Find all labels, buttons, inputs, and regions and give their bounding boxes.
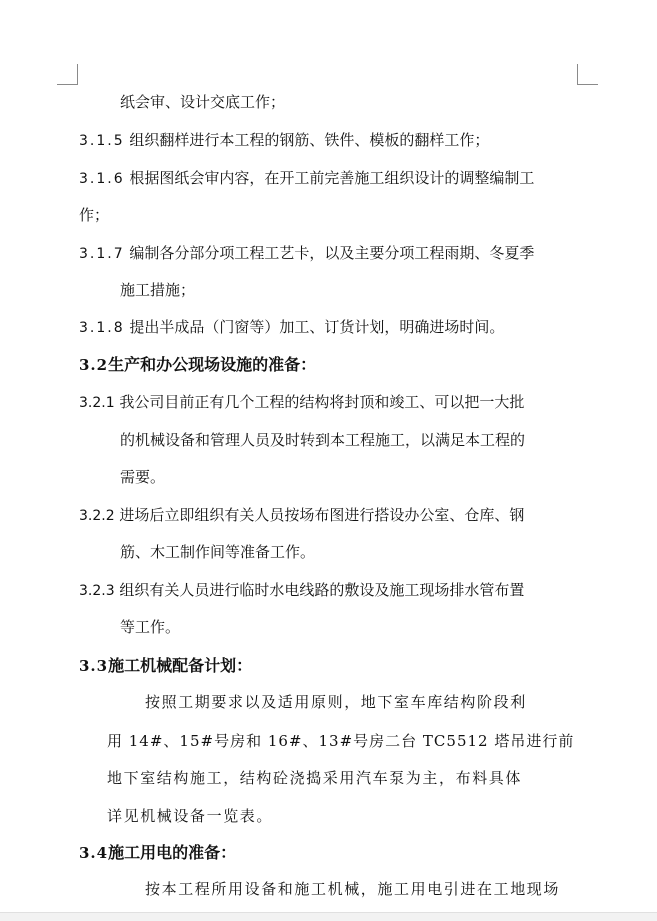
line-text: 筋、木工制作间等准备工作。 (120, 543, 316, 561)
item-text: 进场后立即组织有关人员按场布图进行搭设办公室、仓库、钢 (119, 506, 525, 524)
paragraph-line (145, 879, 560, 899)
item-text: 提出半成品（门窗等）加工、订货计划，明确进场时间。 (129, 318, 505, 336)
section-heading-3-3 (79, 656, 252, 676)
text-line (79, 205, 109, 225)
text-line (120, 617, 180, 637)
text-line (120, 542, 315, 562)
heading-number: 3.2 (79, 356, 109, 374)
item-number: 3.1.8 (79, 320, 125, 336)
item-number: 3.1.7 (79, 246, 125, 262)
paragraph-line (145, 692, 527, 712)
line-text: 地下室结构施工，结构砼浇捣采用汽车泵为主，布料具体 (107, 769, 523, 787)
text-line (120, 92, 285, 112)
line-text: 按照工期要求以及适用原则，地下室车库结构阶段利 (145, 693, 527, 711)
paragraph-line (107, 731, 574, 751)
item-text: 组织翻样进行本工程的钢筋、铁件、模板的翻样工作； (129, 131, 490, 149)
heading-text: 施工用电的准备： (108, 843, 237, 862)
line-text: 施工措施； (120, 281, 196, 299)
item-number: 3.1.6 (79, 171, 125, 187)
line-text: 用 14#、15#号房和 16#、13#号房二台 TC5512 塔吊进行前 (107, 732, 575, 750)
line-text: 作； (79, 206, 110, 224)
paragraph-line (107, 768, 522, 788)
line-text: 需要。 (120, 468, 166, 486)
item-number: 3.2.1 (79, 395, 115, 411)
item-number: 3.2.3 (79, 583, 115, 599)
line-text: 详见机械设备一览表。 (107, 807, 274, 825)
list-item-3-2-1 (79, 392, 524, 413)
page-bottom-edge (0, 912, 657, 921)
line-text: 的机械设备和管理人员及时转到本工程施工，以满足本工程的 (120, 431, 526, 449)
heading-number: 3.4 (79, 844, 109, 862)
item-text: 我公司目前正有几个工程的结构将封顶和竣工、可以把一大批 (119, 393, 525, 411)
section-heading-3-4 (79, 843, 236, 863)
line-text: 纸会审、设计交底工作； (120, 93, 286, 111)
section-heading-3-2 (79, 355, 316, 375)
item-text: 组织有关人员进行临时水电线路的敷设及施工现场排水管布置 (119, 581, 525, 599)
list-item-3-1-5 (79, 130, 489, 151)
item-text: 编制各分部分项工程工艺卡，以及主要分项工程雨期、冬夏季 (129, 244, 535, 262)
item-number: 3.1.5 (79, 133, 125, 149)
list-item-3-1-6 (79, 168, 534, 189)
text-line (120, 280, 195, 300)
heading-text: 施工机械配备计划： (108, 656, 253, 675)
list-item-3-1-8 (79, 317, 504, 338)
heading-number: 3.3 (79, 657, 109, 675)
crop-mark-left (57, 64, 78, 85)
list-item-3-2-3 (79, 580, 524, 601)
paragraph-line (107, 806, 273, 826)
text-line (120, 430, 525, 450)
text-line (120, 467, 165, 487)
item-text: 根据图纸会审内容，在开工前完善施工组织设计的调整编制工 (129, 169, 535, 187)
list-item-3-2-2 (79, 505, 524, 526)
crop-mark-right (577, 64, 598, 85)
item-number: 3.2.2 (79, 508, 115, 524)
list-item-3-1-7 (79, 243, 534, 264)
line-text: 按本工程所用设备和施工机械，施工用电引进在工地现场 (145, 880, 561, 898)
line-text: 等工作。 (120, 618, 181, 636)
heading-text: 生产和办公现场设施的准备： (108, 355, 317, 374)
